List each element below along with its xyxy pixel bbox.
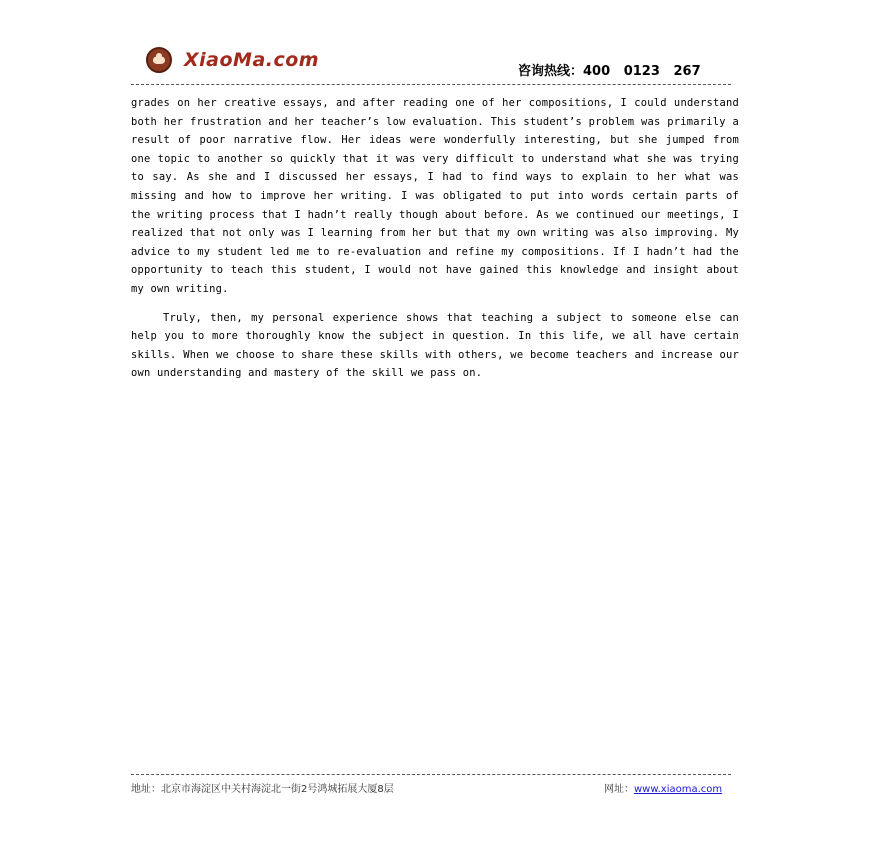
footer-divider	[131, 774, 731, 775]
hotline-text: 咨询热线：400 0123 267	[518, 64, 701, 79]
website-link[interactable]: www.xiaoma.com	[634, 784, 723, 795]
site-logo[interactable]	[146, 46, 319, 74]
essay-body	[131, 94, 739, 383]
footer-address: 地址：北京市海淀区中关村海淀北一街2号鸿城拓展大厦8层	[131, 784, 394, 795]
header-divider	[131, 84, 731, 85]
website-label: 网址：	[604, 784, 634, 795]
logo-text: XiaoMa.com	[184, 49, 320, 71]
horse-logo-icon	[146, 47, 172, 73]
footer-website	[604, 780, 722, 795]
paragraph: Truly, then, my personal experience shows that teaching a subject to someone else can help you to more thoroughly know the subject in question. In this life, we all have certain skills. When we choose to share these skills with others, we become teachers and increase our own understanding and mastery of the skill we pass on.	[131, 311, 739, 380]
paragraph: grades on her creative essays, and after reading one of her compositions, I could understand both her frustration and her teacher’s low evaluation. This student’s problem was primarily a result of poor narrative flow. Her ideas were wonderfully interesting, but she jumped from one topic to another so quickly that it was very difficult to understand what she was trying to say. As she and I discussed her essays, I had to find ways to explain to her what was missing and how to improve her writing. I was obligated to put into words certain parts of the writing process that I hadn’t really though about before. As we continued our meetings, I realized that not only was I learning from her but that my own writing was also improving. My advice to my student led me to re-evaluation and refine my compositions. If I hadn’t had the opportunity to teach this student, I would not have gained this knowledge and insight about my own writing.	[131, 97, 739, 295]
